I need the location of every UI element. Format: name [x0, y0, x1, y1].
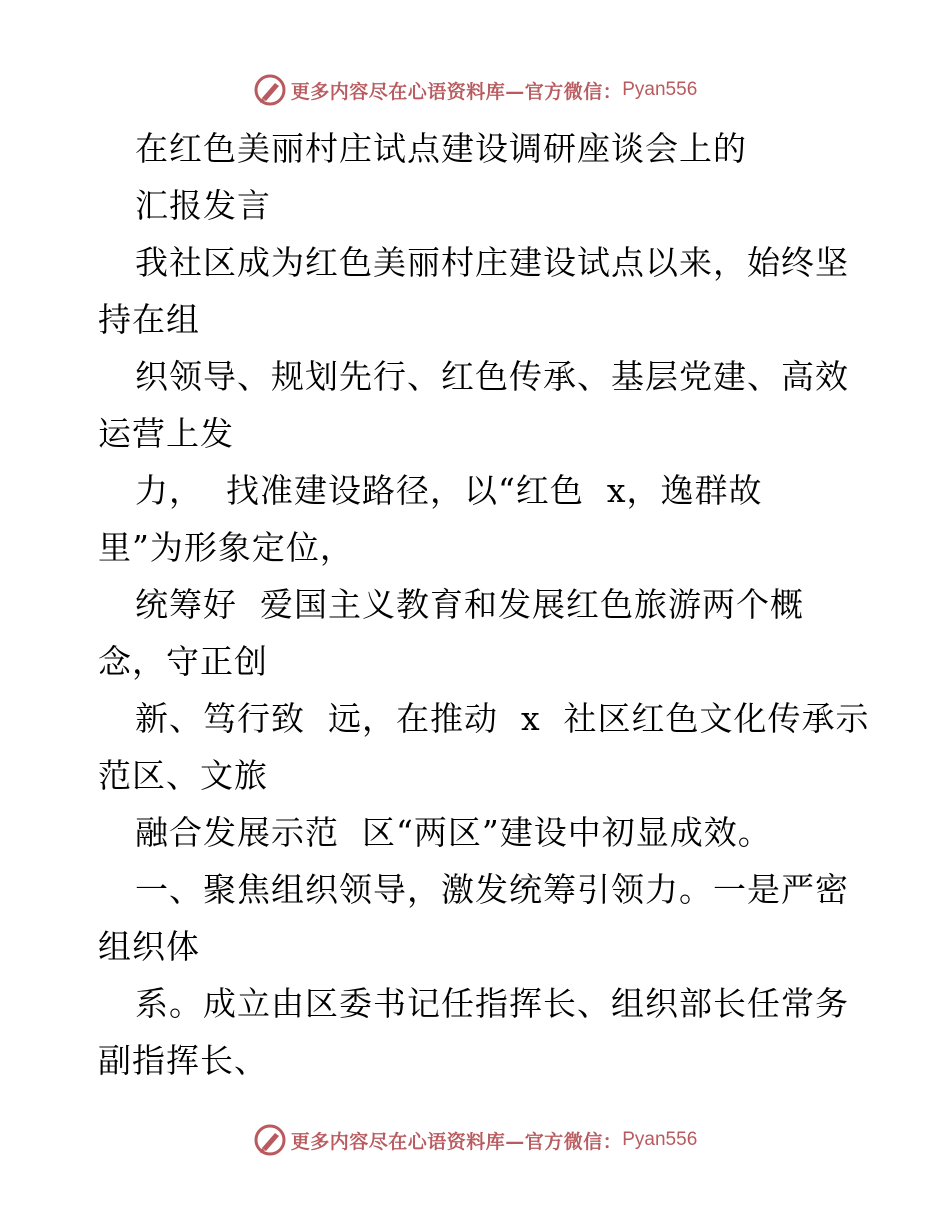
text-line: 范区、文旅 [98, 756, 268, 795]
text-line: 在红色美丽村庄试点建设调研座谈会上的 [135, 129, 747, 168]
document-body [98, 120, 870, 1089]
pen-logo-icon [253, 1123, 287, 1157]
text-line: 一、聚焦组织领导，激发统筹引领力。一是严密 [135, 870, 849, 909]
text-line: 我社区成为红色美丽村庄建设试点以来，始终坚 [135, 243, 849, 282]
text-line: 系。成立由区委书记任指挥长、组织部长任常务 [135, 984, 849, 1023]
text-line: 汇报发言 [135, 186, 271, 225]
text-line: 念，守正创 [98, 642, 268, 681]
text-line: 统筹好 爱国主义教育和发展红色旅游两个概 [135, 585, 804, 624]
text-line: 织领导、规划先行、红色传承、基层党建、高效 [135, 357, 849, 396]
watermark-id: Pyan556 [622, 1129, 698, 1150]
header-watermark [0, 70, 950, 110]
watermark-text: 更多内容尽在心语资料库—官方微信： [290, 80, 623, 103]
text-line: 融合发展示范 区“两区”建设中初显成效。 [135, 813, 772, 852]
text-line: 新、笃行致 远，在推动 x 社区红色文化传承示 [135, 699, 870, 738]
text-line: 副指挥长、 [98, 1041, 268, 1080]
watermark-id: Pyan556 [622, 79, 698, 100]
text-line: 持在组 [98, 300, 200, 339]
watermark-text: 更多内容尽在心语资料库—官方微信： [290, 1130, 623, 1153]
text-line: 运营上发 [98, 414, 234, 453]
footer-watermark [0, 1120, 950, 1160]
text-line: 组织体 [98, 927, 200, 966]
pen-logo-icon [253, 73, 287, 107]
text-line: 里”为形象定位， [98, 528, 354, 567]
text-line: 力， 找准建设路径，以“红色 x，逸群故 [135, 471, 763, 510]
